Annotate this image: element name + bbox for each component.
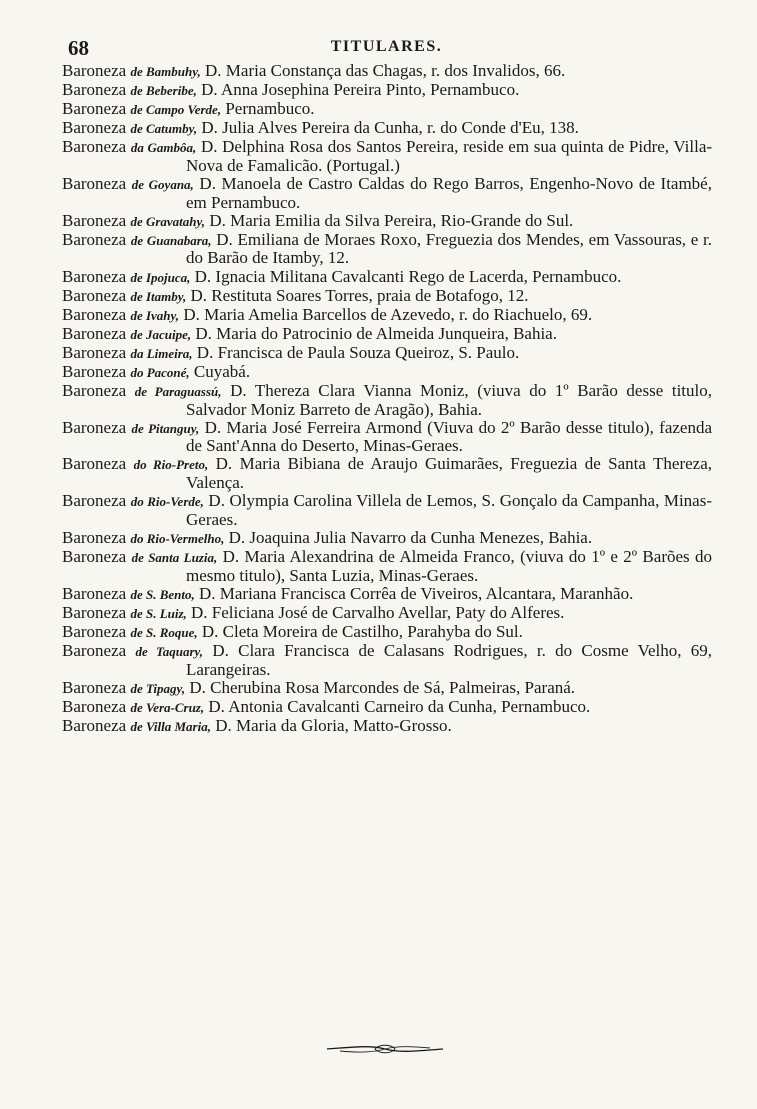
entry: [62, 119, 712, 138]
entry-text: D. Julia Alves Pereira da Cunha, r. do Conde d'Eu, 138.: [197, 118, 579, 138]
entry-name: do Rio-Preto,: [133, 457, 209, 473]
entry-title: Baroneza: [62, 229, 127, 249]
entry: [62, 363, 712, 382]
entry-name: de Gravatahy,: [130, 213, 206, 229]
entry-text: D. Maria do Patrocinio de Almeida Junqueira, Bahia.: [191, 323, 557, 343]
entry-title: Baroneza: [62, 266, 127, 286]
entry-title: Baroneza: [62, 583, 127, 603]
entry-name: de Ivahy,: [130, 307, 180, 323]
entry: [62, 100, 712, 119]
entry-title: Baroneza: [62, 491, 127, 511]
entry-name: do Rio-Verde,: [130, 494, 204, 510]
entry: [62, 455, 712, 491]
entry-name: de Villa Maria,: [130, 718, 211, 734]
entry: [62, 306, 712, 325]
entry-name: de Vera-Cruz,: [130, 699, 205, 715]
page-header: [66, 36, 707, 60]
entry-name: de Campo Verde,: [130, 102, 222, 118]
entry-text: Cuyabá.: [189, 362, 251, 381]
entry-text: D. Feliciana José de Carvalho Avellar, Paty do Alferes.: [186, 602, 565, 622]
entry-text: D. Anna Josephina Pereira Pinto, Pernambuco.: [196, 80, 520, 100]
entry-title: Baroneza: [62, 304, 127, 324]
entry-name: de Bambuhy,: [130, 64, 201, 79]
entry-text: D. Maria José Ferreira Armond (Viuva do 2º Barão desse titulo), fazenda de Sant'Anna do Deserto, Minas-Geraes.: [186, 417, 713, 456]
entry: [62, 81, 712, 100]
entry-name: de Itamby,: [130, 288, 187, 304]
entry-title: Baroneza: [62, 323, 127, 343]
entry-text: D. Francisca de Paula Souza Queiroz, S. Paulo.: [192, 342, 520, 362]
running-head: TITULARES.: [330, 38, 443, 55]
entry-title: Baroneza: [62, 342, 127, 362]
entry-name: de S. Luiz,: [130, 605, 187, 621]
entry: [62, 268, 712, 287]
entry-name: de Paraguassú,: [134, 384, 222, 400]
entry-text: D. Maria Bibiana de Araujo Guimarães, Freguezia de Santa Thereza, Valença.: [186, 454, 712, 493]
entry-title: Baroneza: [62, 210, 127, 230]
entry-name: da Limeira,: [130, 345, 193, 361]
entry: [62, 419, 712, 455]
entry-name: de Guanabara,: [130, 232, 212, 248]
entry-title: Baroneza: [62, 61, 127, 80]
entry: [62, 623, 712, 642]
entry-text: D. Cleta Moreira de Castilho, Parahyba do Sul.: [197, 621, 523, 641]
entry: [62, 717, 712, 736]
entry: [62, 175, 712, 211]
entry-text: D. Mariana Francisca Corrêa de Viveiros, Alcantara, Maranhão.: [194, 583, 634, 603]
entry: [62, 642, 712, 678]
entry-text: D. Maria Emilia da Silva Pereira, Rio-Grande do Sul.: [205, 210, 574, 230]
entry-name: de Catumby,: [130, 121, 198, 137]
entry-name: de Pitanguy,: [131, 420, 200, 436]
entry-title: Baroneza: [62, 99, 127, 119]
entry-text: D. Joaquina Julia Navarro da Cunha Menezes, Bahia.: [224, 527, 593, 547]
entry: [62, 679, 712, 698]
entry-title: Baroneza: [62, 137, 127, 157]
entry-title: Baroneza: [62, 454, 127, 474]
entry-text: D. Maria Amelia Barcellos de Azevedo, r. do Riachuelo, 69.: [179, 304, 593, 324]
entry: [62, 548, 712, 584]
entry-title: Baroneza: [62, 80, 127, 100]
entry-title: Baroneza: [62, 696, 127, 716]
entry-title: Baroneza: [62, 602, 127, 622]
entry: [62, 287, 712, 306]
entry-text: D. Maria Constança das Chagas, r. dos Invalidos, 66.: [200, 61, 566, 80]
entry: [62, 604, 712, 623]
entry-name: de Santa Luzia,: [131, 549, 218, 565]
entry-text: D. Thereza Clara Vianna Moniz, (viuva do 1º Barão desse titulo, Salvador Moniz Barreto de Aragão), Bahia.: [186, 381, 712, 419]
entry-text: D. Maria da Gloria, Matto-Grosso.: [210, 715, 452, 735]
entry-title: Baroneza: [62, 640, 127, 660]
entry: [62, 138, 712, 174]
entry-text: D. Clara Francisca de Calasans Rodrigues, r. do Cosme Velho, 69, Larangeiras.: [186, 640, 713, 679]
entry: [62, 325, 712, 344]
entry: [62, 529, 712, 548]
entry-title: Baroneza: [62, 118, 127, 138]
entry-title: Baroneza: [62, 417, 127, 437]
entry-text: Pernambuco.: [221, 99, 315, 119]
entry-text: D. Restituta Soares Torres, praia de Botafogo, 12.: [186, 285, 529, 305]
entry: [62, 231, 712, 267]
page-number: 68: [68, 36, 89, 60]
entry-text: D. Cherubina Rosa Marcondes de Sá, Palmeiras, Paraná.: [185, 677, 576, 697]
entry-title: Baroneza: [62, 527, 127, 547]
entry-title: Baroneza: [62, 546, 127, 566]
entry-name: de Tipagy,: [130, 680, 186, 696]
entry-list: [62, 62, 712, 736]
entry: [62, 212, 712, 231]
entry-name: da Gambôa,: [130, 140, 197, 156]
entry-text: D. Manoela de Castro Caldas do Rego Barros, Engenho-Novo de Itambé, em Pernambuco.: [186, 174, 712, 212]
entry-title: Baroneza: [62, 285, 127, 305]
ornament-divider: [325, 1043, 445, 1055]
entry: [62, 382, 712, 418]
entry: [62, 62, 712, 81]
entry: [62, 344, 712, 363]
entry: [62, 492, 712, 528]
entry-name: de S. Bento,: [130, 586, 195, 602]
entry-text: D. Emiliana de Moraes Roxo, Freguezia dos Mendes, em Vassouras, e r. do Barão de Itamby, 12.: [186, 229, 712, 268]
entry: [62, 585, 712, 604]
entry-name: de Ipojuca,: [130, 269, 191, 285]
entry-name: de Beberibe,: [130, 83, 197, 99]
entry-text: D. Maria Alexandrina de Almeida Franco, (viuva do 1º e 2º Barões do mesmo titulo), Santa Luzia, Minas-Geraes.: [186, 546, 713, 585]
entry-text: D. Olympia Carolina Villela de Lemos, S. Gonçalo da Campanha, Minas-Geraes.: [186, 491, 712, 529]
entry-text: D. Delphina Rosa dos Santos Pereira, reside em sua quinta de Pidre, Villa-Nova de Famalicão. (Portugal.): [186, 137, 713, 175]
entry-name: de Goyana,: [131, 177, 194, 193]
entry: [62, 698, 712, 717]
entry-name: de Taquary,: [135, 643, 204, 659]
entry-title: Baroneza: [62, 677, 127, 697]
entry-name: do Rio-Vermelho,: [130, 530, 225, 546]
entry-name: de S. Roque,: [130, 624, 198, 640]
entry-title: Baroneza: [62, 362, 127, 381]
entry-name: do Paconé,: [130, 365, 190, 380]
entry-text: D. Ignacia Militana Cavalcanti Rego de Lacerda, Pernambuco.: [190, 266, 622, 286]
entry-title: Baroneza: [62, 174, 127, 194]
entry-name: de Jacuipe,: [130, 326, 192, 342]
entry-title: Baroneza: [62, 621, 127, 641]
entry-title: Baroneza: [62, 381, 127, 401]
entry-text: D. Antonia Cavalcanti Carneiro da Cunha, Pernambuco.: [204, 696, 591, 716]
entry-title: Baroneza: [62, 715, 127, 735]
